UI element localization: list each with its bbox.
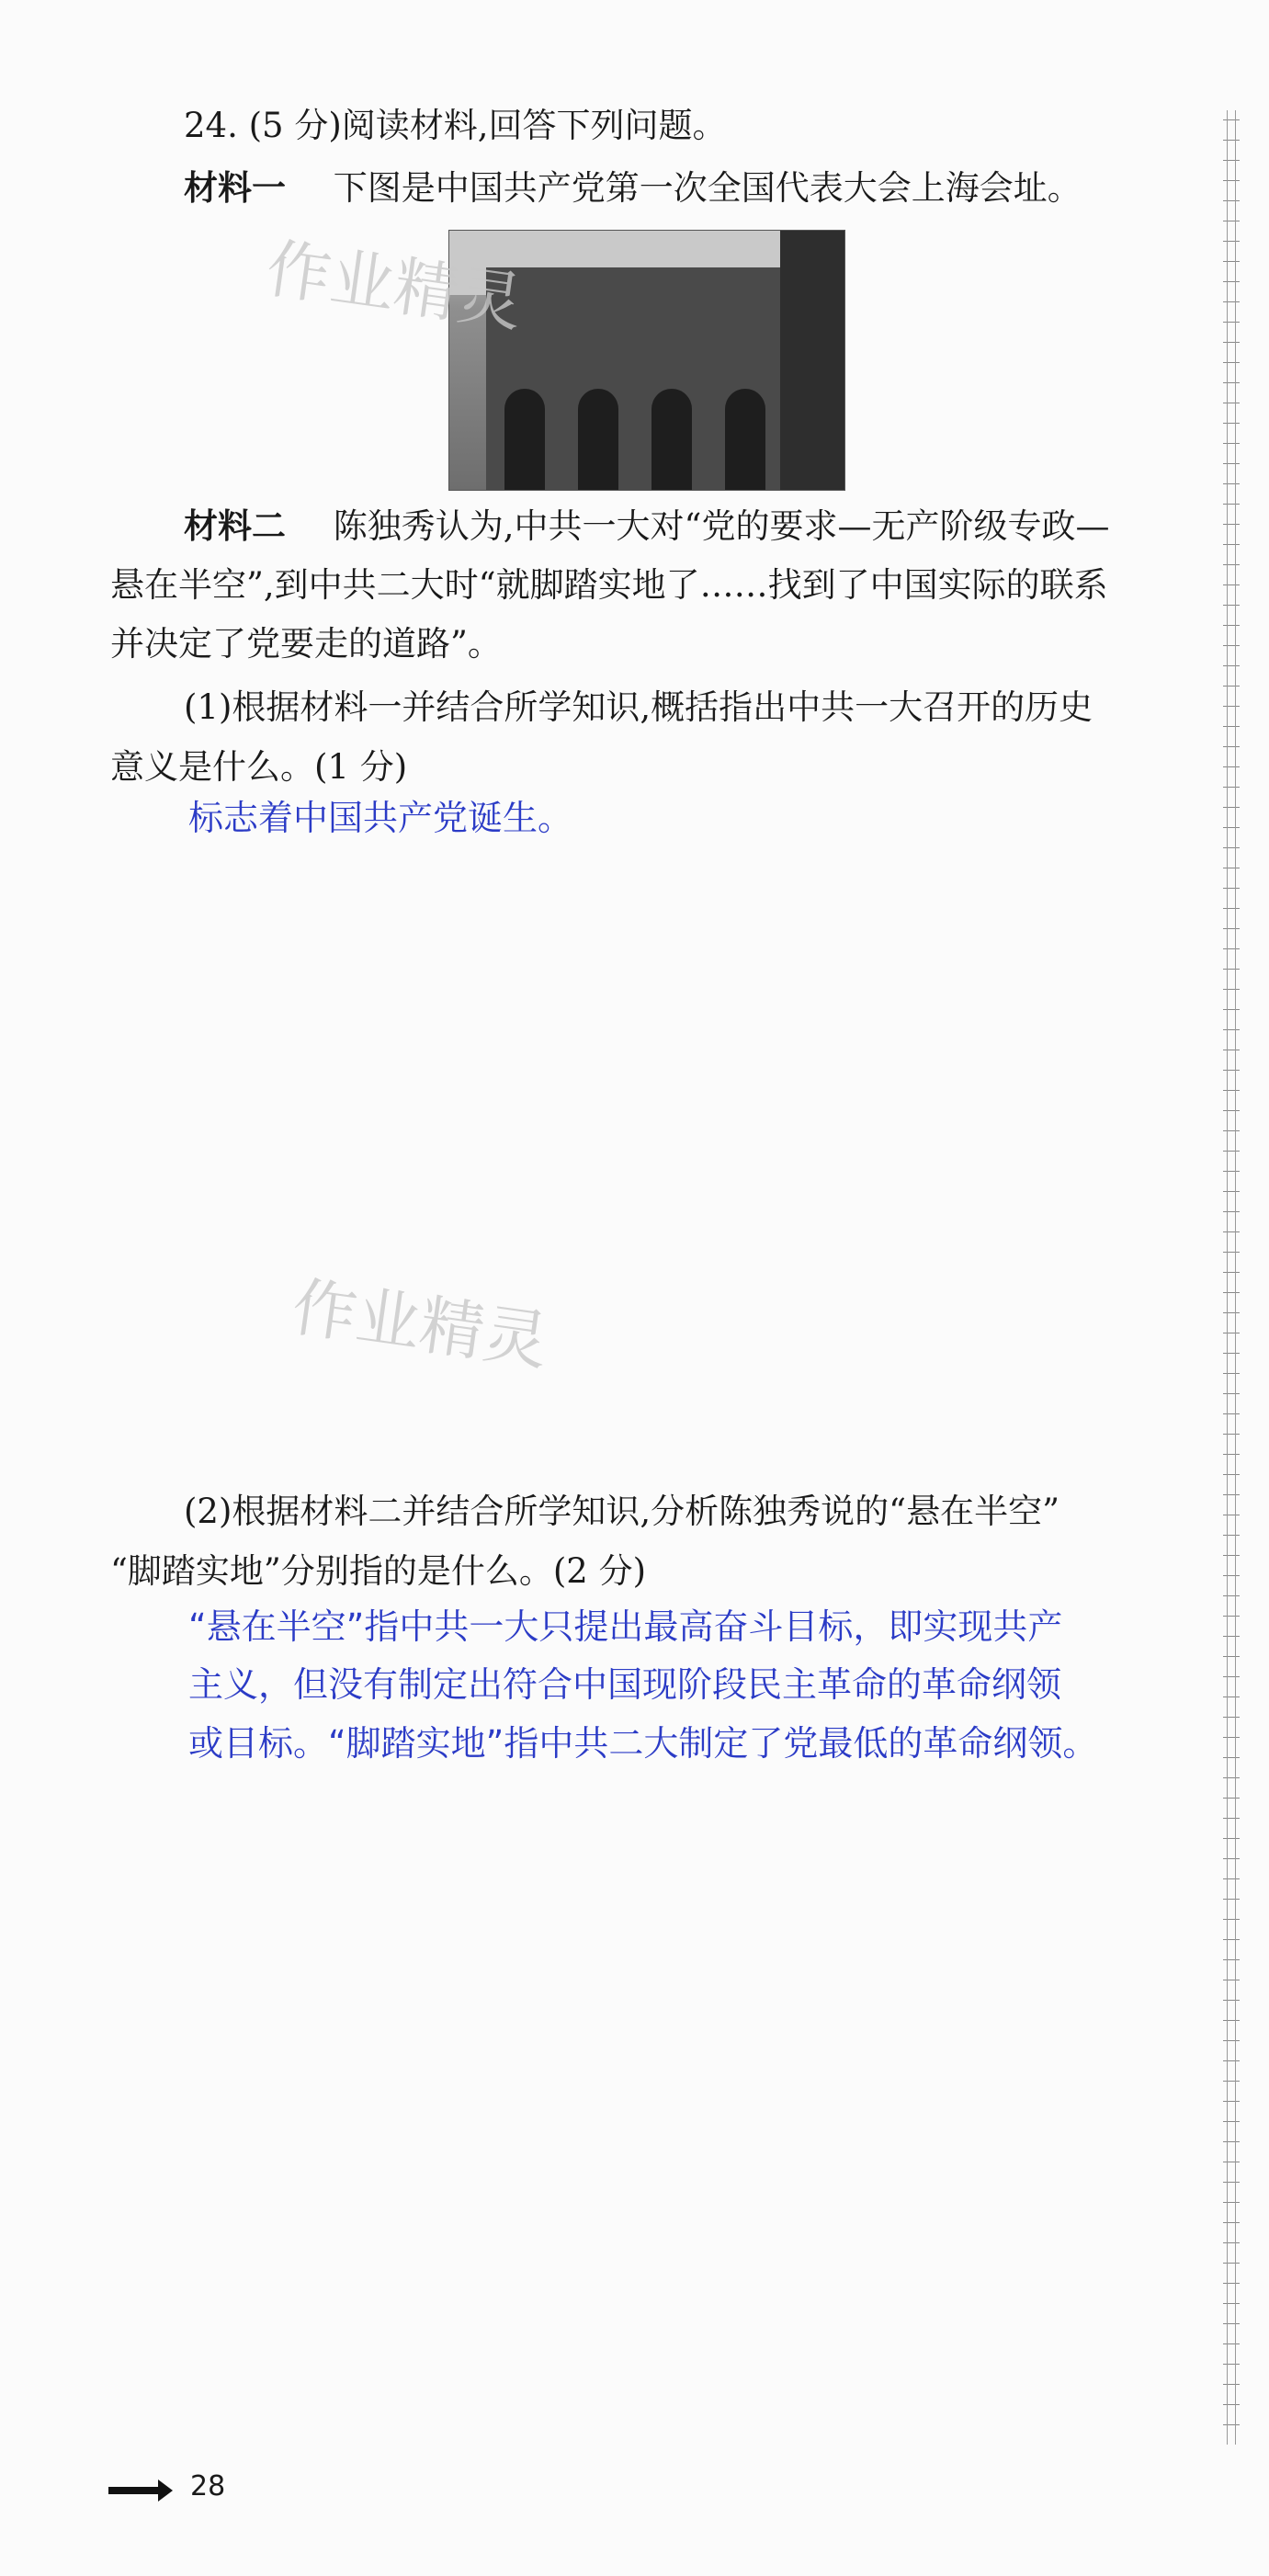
q2-line1: (2)根据材料二并结合所学知识,分析陈独秀说的“悬在半空” — [184, 1492, 1060, 1531]
material2-line3: 并决定了党要走的道路”。 — [110, 624, 502, 664]
material1 — [184, 165, 1082, 211]
answer-2-line1: “悬在半空”指中共一大只提出最高奋斗目标，即实现共产 — [188, 1606, 1063, 1647]
arrow-icon — [108, 2487, 164, 2494]
answer-2-line3: 或目标。“脚踏实地”指中共二大制定了党最低的革命纲领。 — [188, 1723, 1098, 1764]
watermark-logo-2: 作业精灵 — [287, 1268, 553, 1380]
q2-line2: “脚踏实地”分别指的是什么。(2 分) — [110, 1551, 647, 1591]
q1-line2: 意义是什么。(1 分) — [110, 747, 408, 787]
q1-line1: (1)根据材料一并结合所学知识,概括指出中共一大召开的历史 — [184, 687, 1093, 727]
answer-2-line2: 主义，但没有制定出符合中国现阶段民主革命的革命纲领 — [188, 1664, 1062, 1705]
material2-label: 材料二 — [184, 506, 286, 546]
material1-label: 材料一 — [184, 168, 286, 208]
material2-line1 — [184, 504, 1109, 550]
material2-text: 陈独秀认为,中共一大对“党的要求—无产阶级专政— — [333, 506, 1110, 546]
page-number: 28 — [190, 2470, 226, 2502]
answer-1: 标志着中国共产党诞生。 — [188, 798, 573, 838]
watermark-logo: 作业精灵 — [261, 230, 527, 342]
decorative-border — [1223, 110, 1240, 2445]
question-header: 24. (5 分)阅读材料,回答下列问题。 — [184, 106, 727, 145]
material1-text: 下图是中国共产党第一次全国代表大会上海会址。 — [333, 168, 1082, 208]
arrow-head-icon — [158, 2480, 173, 2502]
material2-line2: 悬在半空”,到中共二大时“就脚踏实地了……找到了中国实际的联系 — [110, 565, 1108, 605]
